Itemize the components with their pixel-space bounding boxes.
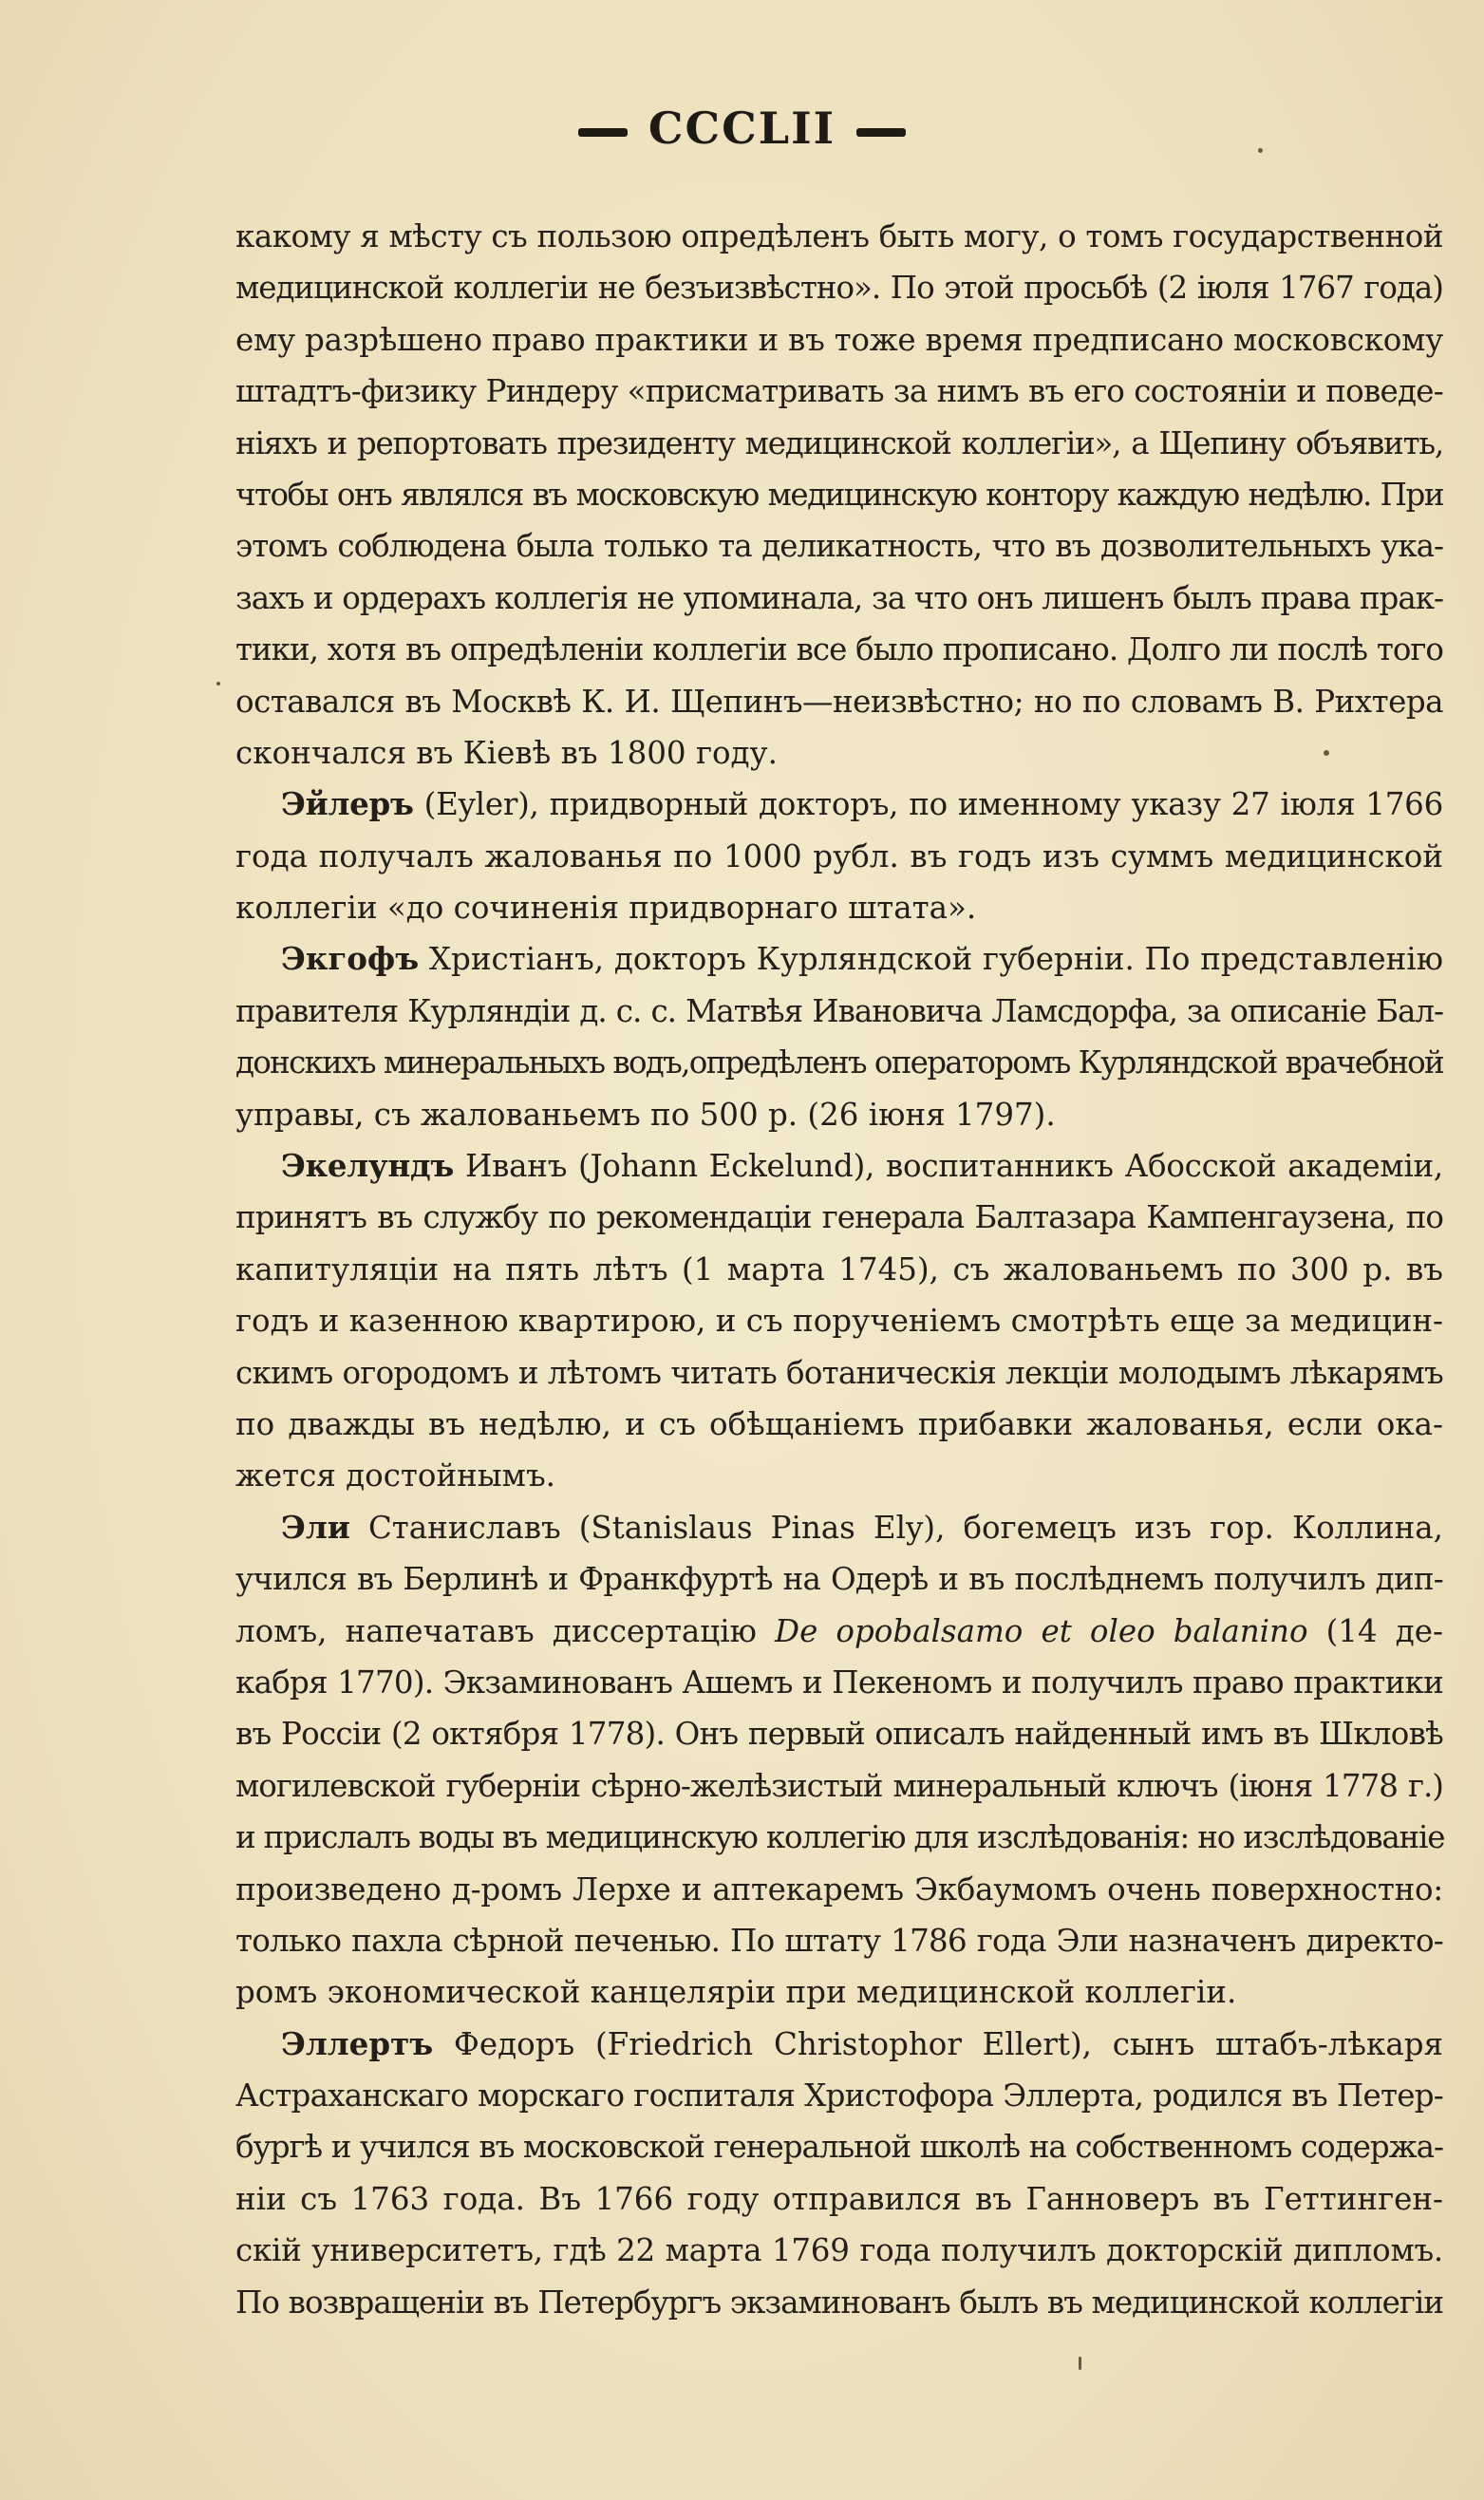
entry-ely: Эли Станиславъ (Stanislaus Pinas Ely), богемецъ изъ гор. Коллина, — [281, 1508, 1443, 1546]
text-line: управы, съ жалованьемъ по 500 р. (26 іюня 1797). — [235, 1096, 1056, 1133]
paper-speck — [1324, 750, 1329, 756]
text-line: тики, хотя въ опредѣленіи коллегіи все было прописано. Долго ли послѣ того — [235, 631, 1443, 668]
text-line: какому я мѣсту съ пользою опредѣленъ быть могу, о томъ государственной — [235, 218, 1443, 254]
text-line: и прислалъ воды въ медицинскую коллегію для изслѣдованія: но изслѣдованіе — [235, 1819, 1445, 1856]
header-left-dash — [578, 128, 628, 137]
text-line: жется достойнымъ. — [235, 1457, 555, 1494]
entry-heading: Экгофъ — [281, 940, 420, 978]
text-line: только пахла сѣрной печенью. По штату 1786 года Эли назначенъ директо- — [235, 1922, 1443, 1959]
text-line: въ Россіи (2 октября 1778). Онъ первый описалъ найденный имъ въ Шкловѣ — [235, 1716, 1443, 1753]
text-line: скимъ огородомъ и лѣтомъ читать ботаническія лекціи молодымъ лѣкарямъ — [235, 1354, 1443, 1391]
text-line: капитуляціи на пять лѣтъ (1 марта 1745), съ жалованьемъ по 300 р. въ — [235, 1250, 1443, 1288]
text-line: кабря 1770). Экзаминованъ Ашемъ и Пекеномъ и получилъ право практики — [235, 1664, 1443, 1701]
text-line: этомъ соблюдена была только та деликатность, что въ дозволительныхъ ука- — [235, 528, 1443, 565]
paper-speck — [216, 682, 220, 686]
text-line: могилевской губерніи сѣрно-желѣзистый минеральный ключъ (іюня 1778 г.) — [235, 1767, 1443, 1804]
text-line: по дважды въ недѣлю, и съ обѣщаніемъ прибавки жалованья, если ока- — [235, 1405, 1443, 1442]
text-line: ломъ, напечатавъ диссертацію De opobalsamo et oleo balanino (14 де- — [235, 1612, 1443, 1649]
text-line: скій университетъ, гдѣ 22 марта 1769 года получилъ докторскій дипломъ. — [235, 2232, 1443, 2269]
text-line: По возвращеніи въ Петербургъ экзаминованъ былъ въ медицинской коллегіи — [235, 2284, 1443, 2321]
entry-ellert: Эллертъ Федоръ (Friedrich Christophor Ellert), сынъ штабъ-лѣкаря — [281, 2024, 1443, 2062]
text-line: произведено д-ромъ Лерхе и аптекаремъ Экбаумомъ очень поверхностно: — [235, 1870, 1443, 1908]
entry-heading: Экелундъ — [281, 1147, 455, 1185]
text-line: коллегіи «до сочиненія придворнаго штата». — [235, 890, 977, 927]
text-line: донскихъ минеральныхъ водъ,опредѣленъ операторомъ Курляндской врачебной — [235, 1044, 1443, 1081]
entry-ekgof: Экгофъ Христіанъ, докторъ Курляндской губерніи. По представленію — [281, 940, 1443, 978]
text-line: годъ и казенною квартирою, и съ порученіемъ смотрѣть еще за медицин- — [235, 1303, 1443, 1340]
entry-heading: Эли — [281, 1508, 350, 1546]
text-line: захъ и ордерахъ коллегія не упоминала, за что онъ лишенъ былъ права прак- — [235, 579, 1443, 616]
paper-speck — [1258, 148, 1263, 153]
entry-heading: Эйлеръ — [281, 785, 414, 823]
entry-heading: Эллертъ — [281, 2024, 434, 2062]
text-line: медицинской коллегіи не безъизвѣстно». По этой просьбѣ (2 іюля 1767 года) — [235, 270, 1443, 307]
body-text — [235, 211, 1443, 2328]
text-line: ему разрѣшено право практики и въ тоже время предписано московскому — [235, 321, 1443, 358]
text-line: бургѣ и учился въ московской генеральной школѣ на собственномъ содержа- — [235, 2129, 1443, 2166]
text-line: скончался въ Кіевѣ въ 1800 году. — [235, 734, 779, 771]
dissertation-title: De opobalsamo et oleo balanino — [775, 1612, 1308, 1649]
text-line: ніи съ 1763 года. Въ 1766 году отправился въ Ганноверъ въ Геттинген- — [235, 2180, 1443, 2217]
text-line: учился въ Берлинѣ и Франкфуртѣ на Одерѣ и въ послѣднемъ получилъ дип- — [235, 1561, 1443, 1598]
text-line: ніяхъ и репортовать президенту медицинской коллегіи», а Щепину объявить, — [235, 424, 1443, 461]
text-line: года получалъ жалованья по 1000 рубл. въ годъ изъ суммъ медицинской — [235, 837, 1443, 874]
text-line: штадтъ-физику Риндеру «присматривать за нимъ въ его состояніи и поведе- — [235, 373, 1443, 410]
entry-ekelund: Экелундъ Иванъ (Johann Eckelund), воспитанникъ Абосской академіи, — [281, 1147, 1443, 1185]
text-line: ромъ экономической канцеляріи при медицинской коллегіи. — [235, 1974, 1237, 2011]
page-header — [0, 103, 1484, 154]
text-line: принятъ въ службу по рекомендаціи генерала Балтазара Кампенгаузена, по — [235, 1199, 1443, 1236]
header-right-dash — [856, 128, 906, 137]
page-number: CCCLII — [648, 103, 836, 154]
entry-eyler: Эйлеръ (Eyler), придворный докторъ, по именному указу 27 іюля 1766 — [281, 785, 1443, 823]
text-line: оставался въ Москвѣ К. И. Щепинъ—неизвѣстно; но по словамъ В. Рихтера — [235, 683, 1443, 720]
text-line: правителя Курляндіи д. с. с. Матвѣя Ивановича Ламсдорфа, за описаніе Бал- — [235, 992, 1443, 1029]
paper-speck — [1079, 2357, 1081, 2370]
text-line: чтобы онъ являлся въ московскую медицинскую контору каждую недѣлю. При — [235, 476, 1443, 513]
text-line: Астраханскаго морскаго госпиталя Христофора Эллерта, родился въ Петер- — [235, 2077, 1443, 2115]
